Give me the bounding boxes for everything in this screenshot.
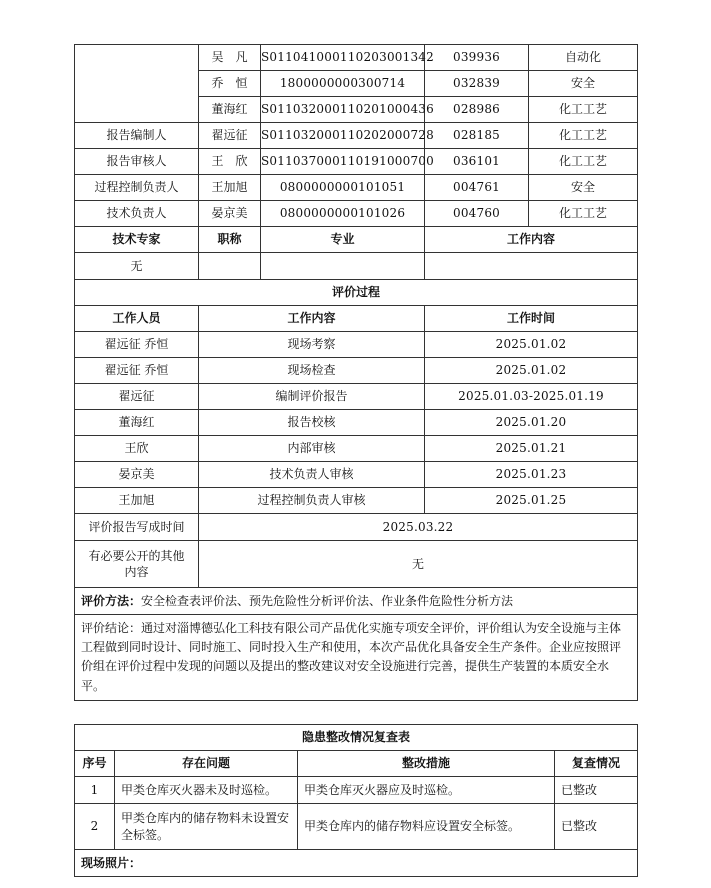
completion-label: 评价报告写成时间	[75, 514, 199, 541]
process-date: 2025.01.20	[425, 410, 638, 436]
personnel-major: 化工工艺	[529, 149, 638, 175]
rectification-header-cell: 序号	[75, 751, 115, 777]
method-label: 评价方法：	[81, 593, 142, 608]
process-header-cell: 工作内容	[199, 306, 425, 332]
process-row	[75, 436, 638, 462]
personnel-major: 化工工艺	[529, 201, 638, 227]
experts-header-cell: 技术专家	[75, 227, 199, 253]
personnel-row	[75, 201, 638, 227]
completion-value: 2025.03.22	[199, 514, 638, 541]
process-date: 2025.01.02	[425, 358, 638, 384]
photos-row	[75, 850, 638, 877]
personnel-row	[75, 175, 638, 201]
photos-label: 现场照片：	[75, 850, 638, 877]
personnel-name: 王 欣	[199, 149, 261, 175]
process-title-row	[75, 280, 638, 306]
personnel-id: 032839	[425, 71, 529, 97]
rectification-issue: 甲类仓库内的储存物料未设置安全标签。	[115, 804, 298, 850]
rectification-header-cell: 复查情况	[555, 751, 638, 777]
process-date: 2025.01.23	[425, 462, 638, 488]
rectification-header-cell: 存在问题	[115, 751, 298, 777]
personnel-major: 自动化	[529, 45, 638, 71]
completion-row	[75, 514, 638, 541]
experts-row	[75, 253, 638, 280]
experts-header-cell: 工作内容	[425, 227, 638, 253]
other-content-value: 无	[199, 541, 638, 588]
personnel-cert: S011037000110191000700	[261, 149, 425, 175]
conclusion-row	[75, 615, 638, 701]
process-content: 内部审核	[199, 436, 425, 462]
process-staff: 晏京美	[75, 462, 199, 488]
rectification-row	[75, 804, 638, 850]
process-staff: 董海红	[75, 410, 199, 436]
experts-header-row	[75, 227, 638, 253]
personnel-major: 化工工艺	[529, 123, 638, 149]
process-date: 2025.01.21	[425, 436, 638, 462]
process-content: 编制评价报告	[199, 384, 425, 410]
experts-header-cell: 专业	[261, 227, 425, 253]
rectification-header-row	[75, 751, 638, 777]
personnel-role: 报告编制人	[75, 123, 199, 149]
personnel-name: 乔 恒	[199, 71, 261, 97]
personnel-cert: S011041000110203001342	[261, 45, 425, 71]
personnel-major: 化工工艺	[529, 97, 638, 123]
method-cell	[75, 588, 638, 615]
rectification-title-row	[75, 725, 638, 751]
process-date: 2025.01.03-2025.01.19	[425, 384, 638, 410]
report-table	[74, 44, 638, 701]
process-row	[75, 332, 638, 358]
process-content: 报告校核	[199, 410, 425, 436]
personnel-id: 028185	[425, 123, 529, 149]
process-row	[75, 488, 638, 514]
personnel-id: 036101	[425, 149, 529, 175]
process-header-cell: 工作时间	[425, 306, 638, 332]
expert-title	[199, 253, 261, 280]
rectification-issue: 甲类仓库灭火器未及时巡检。	[115, 777, 298, 804]
process-title: 评价过程	[75, 280, 638, 306]
personnel-major: 安全	[529, 71, 638, 97]
method-row	[75, 588, 638, 615]
personnel-id: 028986	[425, 97, 529, 123]
personnel-role: 报告审核人	[75, 149, 199, 175]
personnel-row	[75, 149, 638, 175]
personnel-row	[75, 45, 638, 71]
personnel-major: 安全	[529, 175, 638, 201]
personnel-role: 技术负责人	[75, 201, 199, 227]
personnel-role: 过程控制负责人	[75, 175, 199, 201]
rectification-header-cell: 整改措施	[298, 751, 555, 777]
process-content: 现场考察	[199, 332, 425, 358]
rectification-row	[75, 777, 638, 804]
process-date: 2025.01.02	[425, 332, 638, 358]
process-staff: 翟远征 乔恒	[75, 332, 199, 358]
process-date: 2025.01.25	[425, 488, 638, 514]
process-content: 技术负责人审核	[199, 462, 425, 488]
personnel-role	[75, 45, 199, 123]
process-staff: 王欣	[75, 436, 199, 462]
personnel-name: 吴 凡	[199, 45, 261, 71]
other-content-row	[75, 541, 638, 588]
rectification-status: 已整改	[555, 804, 638, 850]
experts-header-cell: 职称	[199, 227, 261, 253]
process-header-row	[75, 306, 638, 332]
process-row	[75, 410, 638, 436]
rectification-measure: 甲类仓库内的储存物料应设置安全标签。	[298, 804, 555, 850]
expert-major	[261, 253, 425, 280]
expert-work	[425, 253, 638, 280]
personnel-cert: 0800000000101026	[261, 201, 425, 227]
personnel-name: 董海红	[199, 97, 261, 123]
process-header-cell: 工作人员	[75, 306, 199, 332]
process-content: 现场检查	[199, 358, 425, 384]
process-row	[75, 462, 638, 488]
personnel-name: 王加旭	[199, 175, 261, 201]
rectification-status: 已整改	[555, 777, 638, 804]
personnel-name: 晏京美	[199, 201, 261, 227]
process-staff: 王加旭	[75, 488, 199, 514]
personnel-cert: 0800000000101051	[261, 175, 425, 201]
process-staff: 翟远征 乔恒	[75, 358, 199, 384]
rectification-title: 隐患整改情况复查表	[75, 725, 638, 751]
process-row	[75, 384, 638, 410]
personnel-cert: S011032000110201000436	[261, 97, 425, 123]
expert-name: 无	[75, 253, 199, 280]
personnel-id: 039936	[425, 45, 529, 71]
rectification-index: 1	[75, 777, 115, 804]
personnel-name: 翟远征	[199, 123, 261, 149]
process-row	[75, 358, 638, 384]
method-text: 安全检查表评价法、预先危险性分析评价法、作业条件危险性分析方法	[141, 593, 514, 608]
personnel-cert: S011032000110202000728	[261, 123, 425, 149]
other-content-label: 有必要公开的其他内容	[75, 541, 199, 588]
rectification-index: 2	[75, 804, 115, 850]
rectification-table	[74, 724, 638, 877]
personnel-id: 004761	[425, 175, 529, 201]
personnel-cert: 1800000000300714	[261, 71, 425, 97]
rectification-measure: 甲类仓库灭火器应及时巡检。	[298, 777, 555, 804]
conclusion-text: 评价结论：通过对淄博德弘化工科技有限公司产品优化实施专项安全评价，评价组认为安全设施与主体工程做到同时设计、同时施工、同时投入生产和使用，本次产品优化具备安全生产条件。企业应按照评价组在评价过程中发现的问题以及提出的整改建议对安全设施进行完善，提供生产装置的本质安全水平。	[75, 615, 638, 701]
process-staff: 翟远征	[75, 384, 199, 410]
personnel-id: 004760	[425, 201, 529, 227]
process-content: 过程控制负责人审核	[199, 488, 425, 514]
personnel-row	[75, 123, 638, 149]
